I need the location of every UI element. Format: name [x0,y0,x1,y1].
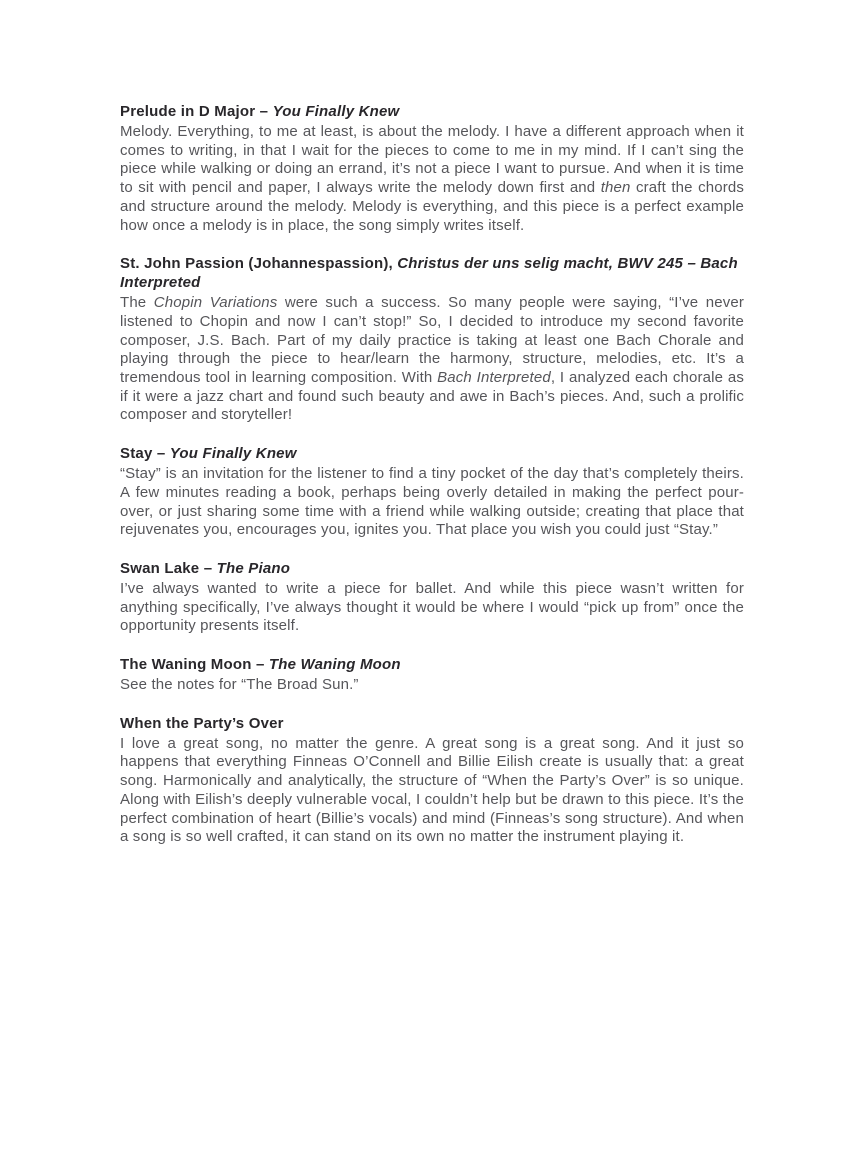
liner-notes [120,102,744,847]
text-run: The [120,294,154,312]
italic-text-run: Chopin Variations [153,294,278,312]
text-run: , I analyzed each chorale as if it were a jazz chart and found such beauty and awe in Bach’s pieces. And, such a prolific composer and storyteller! [120,369,744,424]
note-body [120,465,744,540]
note-section [120,102,744,235]
text-run: The Waning Moon – [120,656,269,674]
italic-text-run: Christus der uns selig macht, BWV 245 – Bach Interpreted [120,255,738,292]
note-heading [120,254,744,292]
note-heading [120,444,744,463]
text-run: “Stay” is an invitation for the listener to find a tiny pocket of the day that’s completely theirs. A few minutes reading a book, perhaps being overly detailed in making the perfect pour-over, or just sharing some time with a friend while walking outside; creating that place that rejuvenates you, encourages you, ignites you. That place you wish you could just “Stay.” [120,465,744,539]
text-run: were such a success. So many people were saying, “I’ve never listened to Chopin and now I can’t stop!” So, I decided to introduce my second favorite composer, J.S. Bach. Part of my daily practice is taking at least one Bach Chorale and playing through the piece to hear/learn the harmony, structure, melodies, etc. It’s a tremendous tool in learning composition. With [120,294,744,387]
note-heading [120,714,744,733]
note-section [120,655,744,695]
italic-text-run: The Waning Moon [268,656,401,674]
italic-text-run: You Finally Knew [272,103,400,120]
note-body [120,735,744,847]
italic-text-run: then [600,179,631,197]
text-run: I love a great song, no matter the genre. A great song is a great song. And it just so happens that everything Finneas O’Connell and Billie Eilish create is usually that: a great song. Harmonically and analytically, the structure of “When the Party’s Over” is so unique. Along with Eilish’s deeply vulnerable vocal, I couldn’t help but be drawn to this piece. It’s the perfect combination of heart (Billie’s vocals) and mind (Finneas’s song structure). And when a song is so well crafted, it can stand on its own no matter the instrument playing it. [120,734,744,846]
text-run: Swan Lake – [120,559,217,577]
note-section [120,254,744,425]
text-run: Prelude in D Major – [120,103,273,120]
note-heading [120,655,744,674]
note-section [120,559,744,636]
italic-text-run: Bach Interpreted [437,369,551,387]
note-body [120,294,744,425]
italic-text-run: The Piano [216,559,291,577]
note-heading [120,559,744,578]
note-section [120,714,744,847]
note-body [120,676,744,695]
text-run: St. John Passion (Johannespassion), [120,255,398,273]
note-heading [120,102,744,121]
note-body [120,123,744,235]
italic-text-run: You Finally Knew [169,445,297,463]
text-run: I’ve always wanted to write a piece for ballet. And while this piece wasn’t written for anything specifically, I’ve always thought it would be where I would “pick up from” once the opportunity presents itself. [120,579,744,635]
text-run: craft the chords and structure around the melody. Melody is everything, and this piece is a perfect example how once a melody is in place, the song simply writes itself. [120,179,744,234]
text-run: Stay – [120,445,170,463]
note-section [120,444,744,540]
text-run: See the notes for “The Broad Sun.” [120,676,359,694]
text-run: When the Party’s Over [120,714,284,732]
note-body [120,580,744,636]
text-run: Melody. Everything, to me at least, is about the melody. I have a different approach when it comes to writing, in that I wait for the pieces to come to me in my mind. If I can’t sing the piece while walking or doing an errand, it’s not a piece I want to pursue. And when it is time to sit with pencil and paper, I always write the melody down first and [120,123,744,197]
